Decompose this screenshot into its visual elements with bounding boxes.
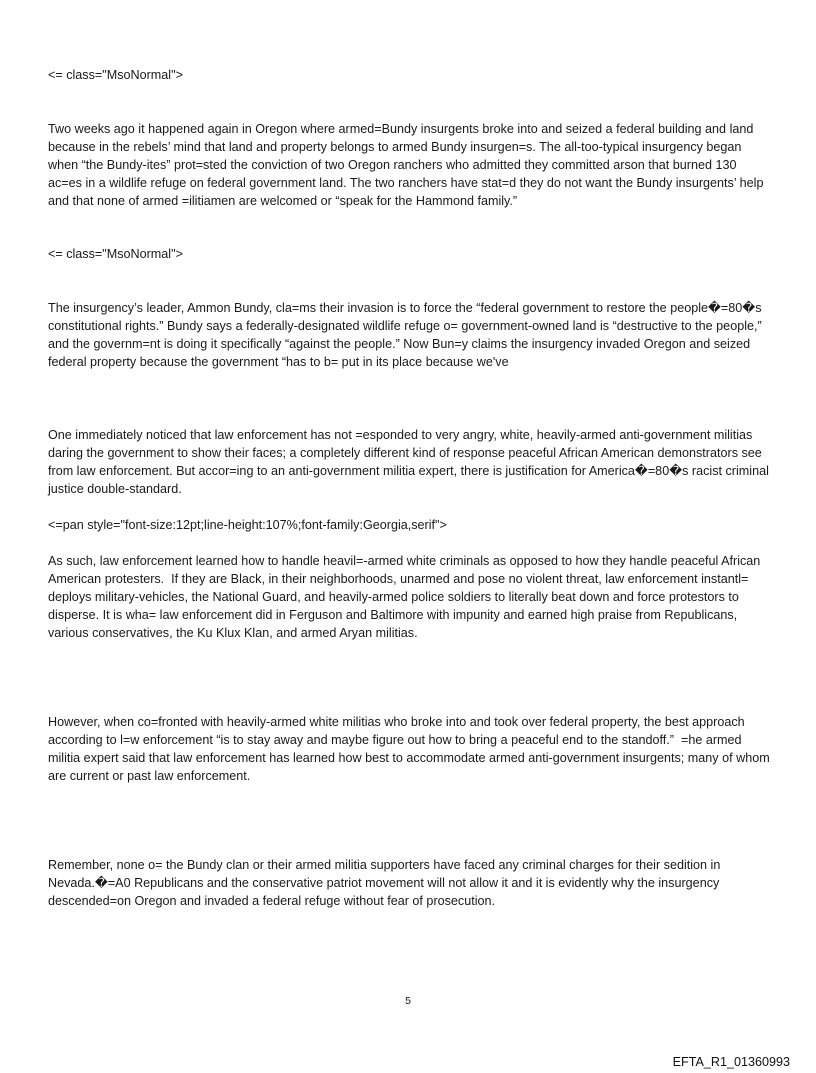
paragraph-law-enforcement-response: One immediately noticed that law enforcement has not =esponded to very angry, white, heavily-armed anti-government militias daring the government to show their faces; a completely different kind of response peaceful African American demonstrators see from law enforcement. But accor=ing to an anti-government militia expert, there is justification for America�=80�s racist criminal justice double-standard.: [48, 428, 773, 496]
paragraph-html-artifact-2: <= class="MsoNormal">: [48, 247, 183, 261]
paragraph-insurgency-leader: The insurgency’s leader, Ammon Bundy, cla=ms their invasion is to force the “federal government to restore the people�=80�s constitutional rights.” Bundy says a federally-designated wildlife refuge o= government-owned land is “destructive to the people,” and the governm=nt is doing it specifically “against the people.” Now Bun=y claims the insurgency invaded Oregon and seized federal property because the government “has to b= put in its place because we've: [48, 301, 766, 369]
paragraph-bundy-seizure: Two weeks ago it happened again in Oregon where armed=Bundy insurgents broke into and seized a federal building and land because in the rebels’ mind that land and property belongs to armed Bundy insurgen=s. The all-too-typical insurgency began when “the Bundy-ites” prot=sted the conviction of two Oregon ranchers who admitted they committed arson that burned 130 ac=es in a wildlife refuge on federal government land. The two ranchers have stat=d they do not want the Bundy insurgents’ help and that none of armed =ilitiamen are welcomed or “speak for the Hammond family.”: [48, 122, 767, 208]
paragraph-html-artifact-3: <=pan style="font-size:12pt;line-height:107%;font-family:Georgia,serif">: [48, 518, 447, 532]
paragraph-militia-approach: However, when co=fronted with heavily-armed white militias who broke into and took over federal property, the best approach according to l=w enforcement “is to stay away and maybe figure out how to bring a peaceful end to the standoff.” =he armed militia expert said that law enforcement has learned how best to accommodate armed anti-government insurgents; many of whom are current or past law enforcement.: [48, 715, 774, 783]
paragraph-html-artifact-1: <= class="MsoNormal">: [48, 68, 183, 82]
paragraph-no-charges: Remember, none o= the Bundy clan or their armed militia supporters have faced any criminal charges for their sedition in Nevada.�=A0 Republicans and the conservative patriot movement will not allow it and it is evidently why the insurgency descended=on Oregon and invaded a federal refuge without fear of prosecution.: [48, 858, 724, 908]
document-id-footer: EFTA_R1_01360993: [672, 1055, 790, 1069]
page-number: 5: [405, 995, 411, 1007]
paragraph-double-standard: As such, law enforcement learned how to handle heavil=-armed white criminals as opposed to how they handle peaceful African American protesters. If they are Black, in their neighborhoods, unarmed and pose no violent threat, law enforcement instantl= deploys military-vehicles, the National Guard, and heavily-armed police soldiers to literally beat down and force protestors to disperse. It is wha= law enforcement did in Ferguson and Baltimore with impunity and earned high praise from Republicans, various conservatives, the Ku Klux Klan, and armed Aryan militias.: [48, 554, 764, 640]
